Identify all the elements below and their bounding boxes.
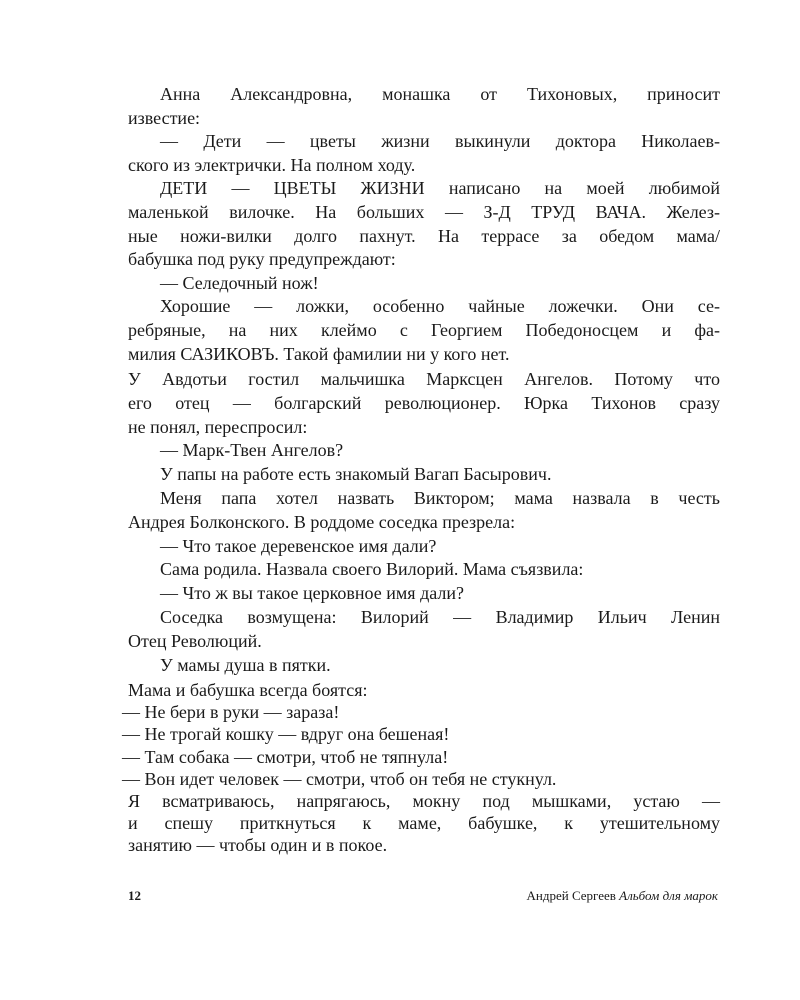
text-line: У папы на работе есть знакомый Вагап Басырович. — [160, 464, 552, 485]
text-line: Анна Александровна, монашка от Тихоновых, приносит — [160, 84, 720, 104]
book-title: Альбом для марок — [619, 888, 718, 903]
section-fears — [122, 679, 720, 857]
text-line: Меня папа хотел назвать Виктором; мама назвала в честь — [160, 487, 720, 508]
section-anna — [128, 83, 720, 366]
text-line: — Марк-Твен Ангелов? — [160, 440, 344, 461]
text-line: милия САЗИКОВЪ. Такой фамилии ни у кого нет. — [128, 343, 510, 364]
text-line: известие: — [128, 107, 201, 128]
text-line: не понял, переспросил: — [128, 416, 308, 437]
dialog-line: — Вон идет человек — смотри, чтоб он тебя не стукнул. — [122, 768, 557, 789]
text-line: занятию — чтобы один и в покое. — [128, 835, 388, 856]
text-line: — Селедочный нож! — [160, 272, 319, 293]
dialog-line: — Не бери в руки — зараза! — [122, 702, 340, 723]
text-line: Хорошие — ложки, особенно чайные ложечки. Они се- — [160, 296, 720, 317]
text-line: его отец — болгарский революционер. Юрка Тихонов сразу — [128, 392, 720, 413]
page-number: 12 — [128, 888, 141, 903]
text-line: Я всматриваюсь, напрягаюсь, мокну под мышками, устаю — — [128, 790, 720, 811]
page-footer — [128, 888, 718, 904]
text-line: и спешу приткнуться к маме, бабушке, к утешительному — [128, 813, 720, 834]
dialog-line: — Не трогай кошку — вдруг она бешеная! — [122, 724, 450, 745]
text-line: Соседка возмущена: Вилорий — Владимир Ильич Ленин — [160, 606, 720, 627]
text-line: ребряные, на них клеймо с Георгием Победоносцем и фа- — [128, 319, 720, 340]
author-name: Андрей Сергеев — [526, 888, 616, 903]
text-line: маленькой вилочке. На больших — З-Д ТРУД ВАЧА. Желез- — [128, 201, 720, 222]
running-title — [527, 888, 718, 904]
text-line: бабушка под руку предупреждают: — [128, 249, 396, 270]
text-line: ского из электрички. На полном ходу. — [128, 154, 416, 175]
text-line: Мама и бабушка всегда боятся: — [128, 680, 368, 700]
text-line: — Дети — цветы жизни выкинули доктора Николаев- — [160, 131, 720, 152]
text-line: Андрея Болконского. В роддоме соседка презрела: — [128, 511, 516, 532]
text-line: Отец Революций. — [128, 630, 262, 651]
text-line: У Авдотьи гостил мальчишка Марксцен Ангелов. Потому что — [128, 369, 720, 389]
text-line: ные ножи-вилки долго пахнут. На террасе за обедом мама/ — [128, 225, 720, 246]
dialog-line: — Там собака — смотри, чтоб не тяпнула! — [122, 746, 449, 767]
text-line: — Что такое деревенское имя дали? — [160, 535, 437, 556]
text-line: ДЕТИ — ЦВЕТЫ ЖИЗНИ написано на моей любимой — [160, 178, 720, 199]
text-line: У мамы душа в пятки. — [160, 654, 331, 675]
text-line: — Что ж вы такое церковное имя дали? — [160, 583, 464, 604]
text-line: Сама родила. Назвала своего Вилорий. Мама съязвила: — [160, 559, 584, 580]
section-avdotya — [128, 368, 720, 677]
